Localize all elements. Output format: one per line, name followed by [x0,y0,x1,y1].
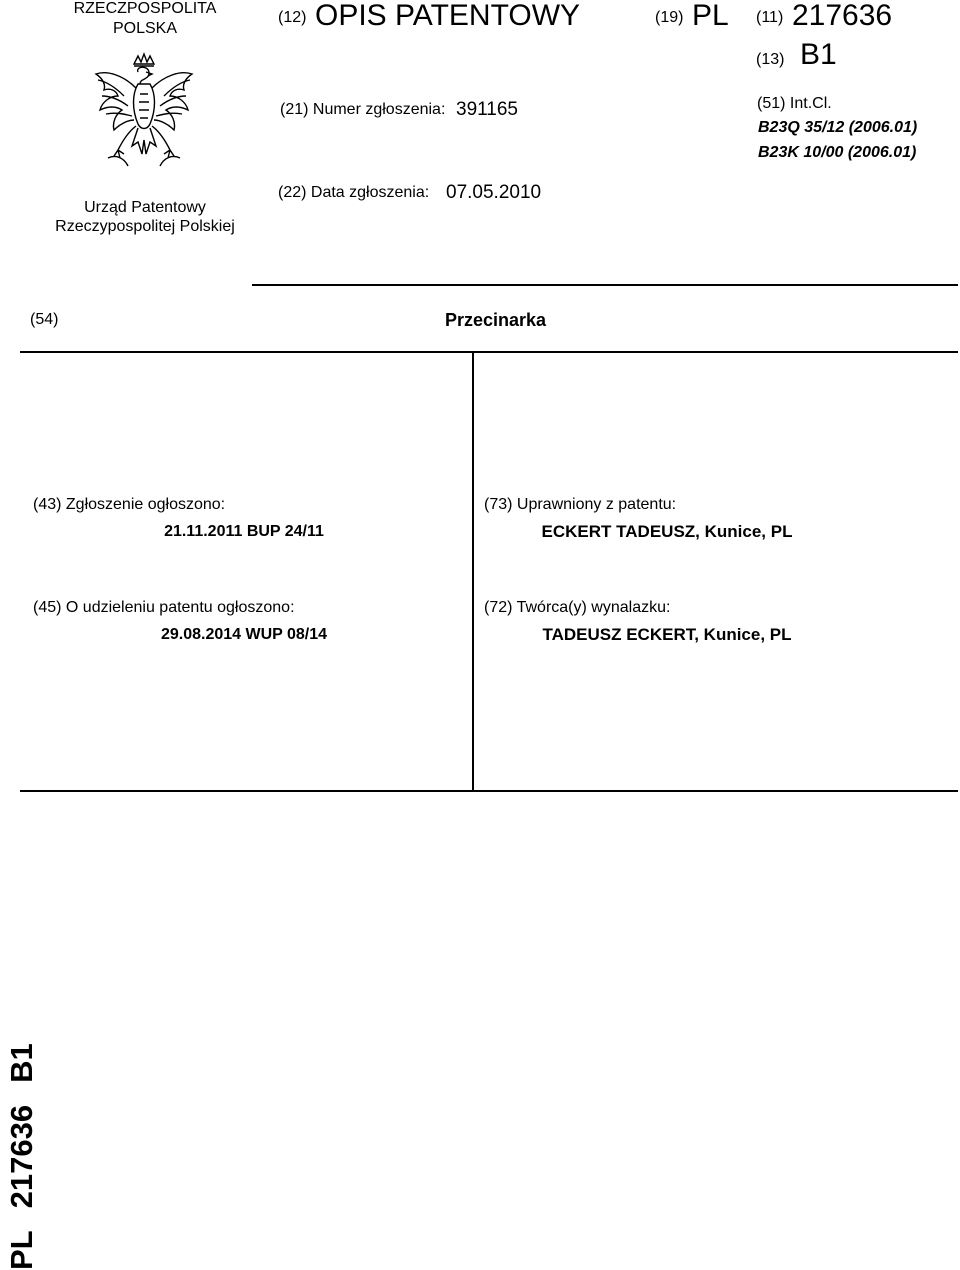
owner-value: ECKERT TADEUSZ, Kunice, PL [541,522,793,541]
country-name-line1: RZECZPOSPOLITA [73,0,217,17]
country-name-line2: POLSKA [112,20,178,37]
bottom-rule [20,790,958,792]
title-rule [20,351,958,353]
side-number: 217636 [4,1104,39,1209]
filing-date: 07.05.2010 [446,182,542,203]
column-divider [472,353,474,791]
inventor-value: TADEUSZ ECKERT, Kunice, PL [542,625,792,644]
patent-number-label: (11) [756,9,784,26]
invention-title: Przecinarka [445,310,547,330]
filing-date-label: (22) Data zgłoszenia: [278,184,430,201]
eagle-emblem-icon [88,50,200,180]
patent-number: 217636 [792,0,893,32]
int-cl-entry-2: B23K 10/00 (2006.01) [758,144,917,161]
side-country: PL [4,1230,39,1270]
kind-code-label: (13) [756,51,785,68]
country-code-label: (19) [655,9,684,26]
doc-type-code: (12) [278,9,307,26]
doc-type: OPIS PATENTOWY [315,0,581,32]
top-rule [252,284,958,286]
int-cl-label: (51) Int.Cl. [757,95,832,112]
office-name-line2: Rzeczypospolitej Polskiej [55,218,235,235]
granted-label: (45) O udzieleniu patentu ogłoszono: [33,599,295,616]
side-kind: B1 [4,1043,39,1083]
application-number: 391165 [456,99,518,120]
owner-label: (73) Uprawniony z patentu: [484,496,677,513]
side-patent-id [4,990,40,1270]
application-number-label: (21) Numer zgłoszenia: [280,101,446,118]
office-name-line1: Urząd Patentowy [84,199,206,216]
published-value: 21.11.2011 BUP 24/11 [164,523,324,540]
kind-code: B1 [800,38,837,71]
inventor-label: (72) Twórca(y) wynalazku: [484,599,671,616]
published-label: (43) Zgłoszenie ogłoszono: [33,496,226,513]
int-cl-entry-1: B23Q 35/12 (2006.01) [758,119,918,136]
country-code: PL [692,0,729,32]
title-code: (54) [30,311,59,328]
granted-value: 29.08.2014 WUP 08/14 [160,626,328,643]
